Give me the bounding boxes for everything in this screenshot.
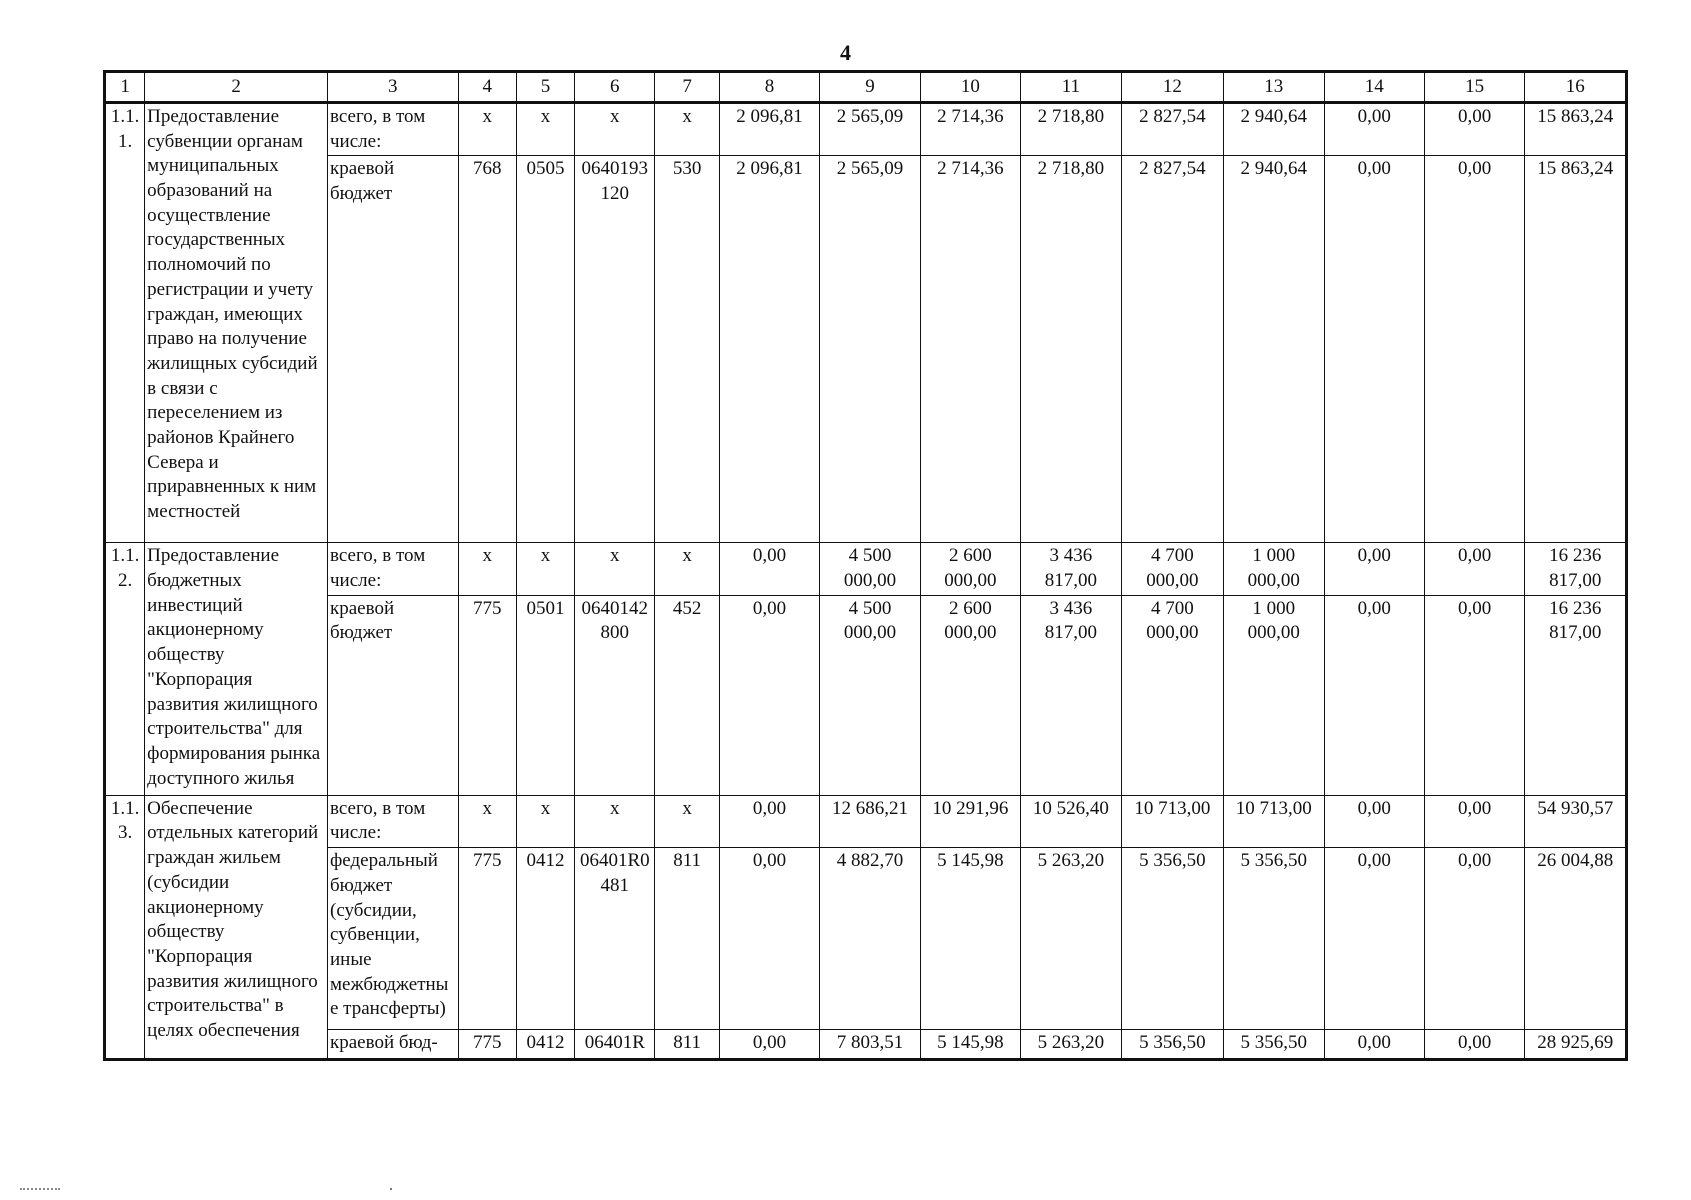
cell-c12: 2 827,54 bbox=[1121, 103, 1223, 156]
cell-c15: 0,00 bbox=[1424, 595, 1524, 795]
row-number: 1.1.2. bbox=[105, 543, 145, 795]
cell-c5: 0412 bbox=[516, 848, 574, 1030]
cell-c16: 54 930,57 bbox=[1525, 795, 1627, 847]
cell-c10: 2 714,36 bbox=[920, 156, 1020, 543]
header-cell: 11 bbox=[1021, 72, 1121, 103]
cell-c15: 0,00 bbox=[1424, 543, 1524, 595]
cell-c8: 0,00 bbox=[719, 543, 819, 595]
header-cell: 12 bbox=[1121, 72, 1223, 103]
cell-c4: x bbox=[458, 795, 516, 847]
cell-c15: 0,00 bbox=[1424, 156, 1524, 543]
cell-c9: 7 803,51 bbox=[820, 1030, 920, 1060]
cell-c14: 0,00 bbox=[1324, 595, 1424, 795]
cell-c14: 0,00 bbox=[1324, 795, 1424, 847]
header-cell: 4 bbox=[458, 72, 516, 103]
cell-c4: 768 bbox=[458, 156, 516, 543]
table-row bbox=[105, 795, 1627, 847]
cell-c13: 1 000 000,00 bbox=[1224, 595, 1324, 795]
header-cell: 5 bbox=[516, 72, 574, 103]
funding-source: всего, в том числе: bbox=[328, 103, 459, 156]
funding-source: всего, в том числе: bbox=[328, 795, 459, 847]
cell-c5: x bbox=[516, 543, 574, 595]
cell-c13: 2 940,64 bbox=[1224, 156, 1324, 543]
cell-c12: 5 356,50 bbox=[1121, 1030, 1223, 1060]
cell-c9: 4 500 000,00 bbox=[820, 543, 920, 595]
cell-c8: 0,00 bbox=[719, 795, 819, 847]
cell-c6: x bbox=[575, 543, 655, 595]
cell-c14: 0,00 bbox=[1324, 543, 1424, 595]
cell-c15: 0,00 bbox=[1424, 103, 1524, 156]
table-row bbox=[105, 156, 1627, 543]
header-cell: 13 bbox=[1224, 72, 1324, 103]
cell-c12: 4 700 000,00 bbox=[1121, 543, 1223, 595]
cell-c7: x bbox=[655, 103, 719, 156]
cell-c12: 2 827,54 bbox=[1121, 156, 1223, 543]
table-row bbox=[105, 848, 1627, 1030]
cell-c6: 06401R bbox=[575, 1030, 655, 1060]
cell-c10: 10 291,96 bbox=[920, 795, 1020, 847]
header-cell: 7 bbox=[655, 72, 719, 103]
header-cell: 9 bbox=[820, 72, 920, 103]
cell-c12: 5 356,50 bbox=[1121, 848, 1223, 1030]
cell-c7: 811 bbox=[655, 848, 719, 1030]
header-cell: 16 bbox=[1525, 72, 1627, 103]
cell-c16: 26 004,88 bbox=[1525, 848, 1627, 1030]
cell-c4: 775 bbox=[458, 848, 516, 1030]
cell-c10: 2 600 000,00 bbox=[920, 595, 1020, 795]
cell-c4: x bbox=[458, 543, 516, 595]
table-row bbox=[105, 595, 1627, 795]
cell-c11: 5 263,20 bbox=[1021, 848, 1121, 1030]
cell-c4: x bbox=[458, 103, 516, 156]
header-cell: 2 bbox=[145, 72, 328, 103]
header-cell: 14 bbox=[1324, 72, 1424, 103]
cell-c6: x bbox=[575, 795, 655, 847]
cell-c15: 0,00 bbox=[1424, 1030, 1524, 1060]
cell-c12: 10 713,00 bbox=[1121, 795, 1223, 847]
cell-c12: 4 700 000,00 bbox=[1121, 595, 1223, 795]
cell-c10: 2 714,36 bbox=[920, 103, 1020, 156]
cell-c13: 5 356,50 bbox=[1224, 1030, 1324, 1060]
cell-c10: 2 600 000,00 bbox=[920, 543, 1020, 595]
cell-c6: 0640193120 bbox=[575, 156, 655, 543]
table-row bbox=[105, 103, 1627, 156]
cell-c11: 10 526,40 bbox=[1021, 795, 1121, 847]
header-cell: 15 bbox=[1424, 72, 1524, 103]
row-description: Предоставление бюджетных инвестиций акционерному обществу "Корпорация развития жилищного строительства" для формирования рынка доступного жилья bbox=[145, 543, 328, 795]
table-row bbox=[105, 543, 1627, 595]
header-cell: 1 bbox=[105, 72, 145, 103]
cell-c6: 06401R0481 bbox=[575, 848, 655, 1030]
cell-c8: 0,00 bbox=[719, 595, 819, 795]
header-cell: 6 bbox=[575, 72, 655, 103]
header-row bbox=[105, 72, 1627, 103]
row-number: 1.1.1. bbox=[105, 103, 145, 543]
cell-c14: 0,00 bbox=[1324, 848, 1424, 1030]
cell-c9: 2 565,09 bbox=[820, 156, 920, 543]
cell-c5: 0412 bbox=[516, 1030, 574, 1060]
cell-c13: 5 356,50 bbox=[1224, 848, 1324, 1030]
cell-c7: 530 bbox=[655, 156, 719, 543]
header-cell: 3 bbox=[328, 72, 459, 103]
cell-c6: 0640142800 bbox=[575, 595, 655, 795]
cell-c4: 775 bbox=[458, 595, 516, 795]
funding-source: краевой бюджет bbox=[328, 156, 459, 543]
scan-artifact bbox=[20, 1188, 60, 1192]
cell-c8: 0,00 bbox=[719, 848, 819, 1030]
cell-c5: 0505 bbox=[516, 156, 574, 543]
cell-c10: 5 145,98 bbox=[920, 1030, 1020, 1060]
cell-c4: 775 bbox=[458, 1030, 516, 1060]
cell-c5: x bbox=[516, 795, 574, 847]
cell-c9: 2 565,09 bbox=[820, 103, 920, 156]
funding-source: всего, в том числе: bbox=[328, 543, 459, 595]
cell-c7: 452 bbox=[655, 595, 719, 795]
header-cell: 10 bbox=[920, 72, 1020, 103]
cell-c6: x bbox=[575, 103, 655, 156]
cell-c15: 0,00 bbox=[1424, 848, 1524, 1030]
header-cell: 8 bbox=[719, 72, 819, 103]
cell-c7: 811 bbox=[655, 1030, 719, 1060]
cell-c11: 5 263,20 bbox=[1021, 1030, 1121, 1060]
cell-c11: 3 436 817,00 bbox=[1021, 595, 1121, 795]
cell-c7: x bbox=[655, 543, 719, 595]
table-row bbox=[105, 1030, 1627, 1060]
cell-c16: 16 236 817,00 bbox=[1525, 543, 1627, 595]
cell-c7: x bbox=[655, 795, 719, 847]
cell-c11: 2 718,80 bbox=[1021, 156, 1121, 543]
row-description: Обеспечение отдельных категорий граждан жильем (субсидии акционерному обществу "Корпорация развития жилищного строительства" в целях обеспечения bbox=[145, 795, 328, 1059]
row-description: Предоставление субвенции органам муниципальных образований на осуществление государственных полномочий по регистрации и учету граждан, имеющих право на получение жилищных субсидий в связи с переселением из районов Крайнего Севера и приравненных к ним местностей bbox=[145, 103, 328, 543]
cell-c5: 0501 bbox=[516, 595, 574, 795]
cell-c8: 2 096,81 bbox=[719, 103, 819, 156]
cell-c8: 0,00 bbox=[719, 1030, 819, 1060]
cell-c16: 28 925,69 bbox=[1525, 1030, 1627, 1060]
cell-c15: 0,00 bbox=[1424, 795, 1524, 847]
row-number: 1.1.3. bbox=[105, 795, 145, 1059]
cell-c11: 2 718,80 bbox=[1021, 103, 1121, 156]
cell-c9: 4 500 000,00 bbox=[820, 595, 920, 795]
cell-c14: 0,00 bbox=[1324, 1030, 1424, 1060]
cell-c10: 5 145,98 bbox=[920, 848, 1020, 1030]
funding-source: краевой бюджет bbox=[328, 595, 459, 795]
cell-c14: 0,00 bbox=[1324, 103, 1424, 156]
cell-c9: 12 686,21 bbox=[820, 795, 920, 847]
cell-c16: 16 236 817,00 bbox=[1525, 595, 1627, 795]
cell-c8: 2 096,81 bbox=[719, 156, 819, 543]
cell-c16: 15 863,24 bbox=[1525, 156, 1627, 543]
funding-source: краевой бюд- bbox=[328, 1030, 459, 1060]
cell-c5: x bbox=[516, 103, 574, 156]
funding-source: федеральный бюджет (субсидии, субвенции, иные межбюджетные трансферты) bbox=[328, 848, 459, 1030]
cell-c13: 2 940,64 bbox=[1224, 103, 1324, 156]
cell-c13: 1 000 000,00 bbox=[1224, 543, 1324, 595]
cell-c16: 15 863,24 bbox=[1525, 103, 1627, 156]
cell-c13: 10 713,00 bbox=[1224, 795, 1324, 847]
cell-c9: 4 882,70 bbox=[820, 848, 920, 1030]
page-number: 4 bbox=[840, 40, 851, 65]
budget-table bbox=[103, 70, 1628, 1061]
cell-c14: 0,00 bbox=[1324, 156, 1424, 543]
scan-speck bbox=[390, 1188, 392, 1190]
cell-c11: 3 436 817,00 bbox=[1021, 543, 1121, 595]
